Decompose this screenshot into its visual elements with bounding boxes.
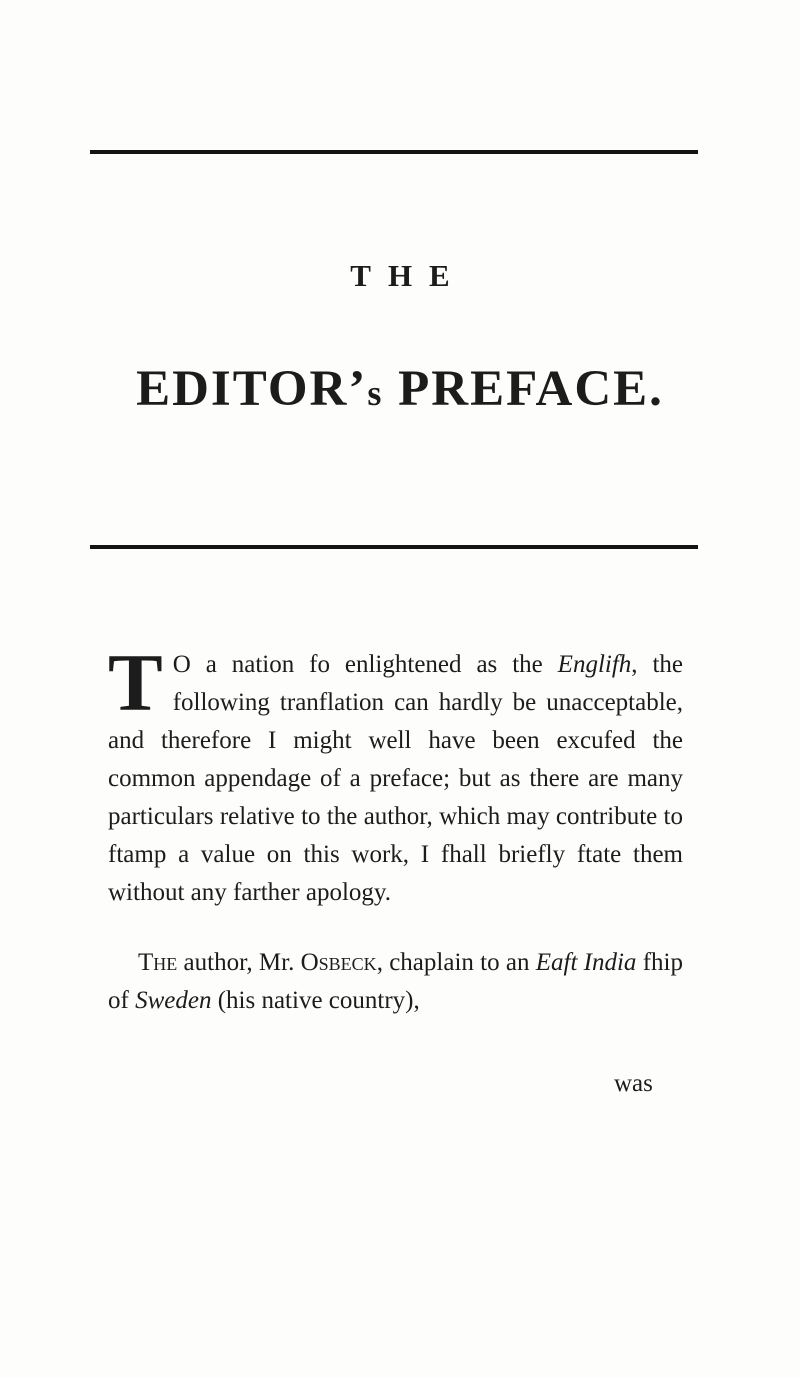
paragraph-2: [108, 944, 683, 1020]
para1-text-2: , the following tranflation can hardly be unacceptable, and therefore I might well have been excufed the common appendage of a preface; but as there are many particulars relative to the author, which may contribute to ftamp a value on this work, I fhall briefly ftate them without any farther apology.: [108, 651, 684, 906]
para2-text-2: , chaplain to an: [376, 949, 536, 976]
title-apostrophe: ’: [348, 361, 368, 417]
paragraph-1: [108, 637, 684, 912]
title-small: THE: [350, 258, 467, 293]
para2-text-3: fhip of: [108, 949, 683, 1014]
top-rule: [90, 150, 698, 154]
para1-text-1: a nation fo enlightened as the: [190, 651, 558, 678]
first-word-rest: O: [172, 651, 191, 678]
para2-text-1: author, Mr.: [177, 949, 301, 976]
east-india: Eaft India: [535, 949, 637, 976]
drop-cap: T: [108, 637, 163, 728]
title-s: s: [367, 373, 384, 413]
para2-lead-word: The: [138, 949, 178, 976]
title-preface: PREFACE.: [398, 361, 664, 417]
para1-english: Englifh: [557, 651, 632, 678]
preface-body: [108, 637, 684, 1045]
page-title: [0, 360, 800, 418]
sweden: Sweden: [135, 987, 212, 1014]
author-name: Osbeck: [300, 949, 377, 976]
para2-text-4: (his native country),: [211, 987, 420, 1014]
catchword: was: [614, 1070, 653, 1097]
title-editor: EDITOR: [136, 361, 349, 417]
bottom-rule: [90, 545, 698, 549]
